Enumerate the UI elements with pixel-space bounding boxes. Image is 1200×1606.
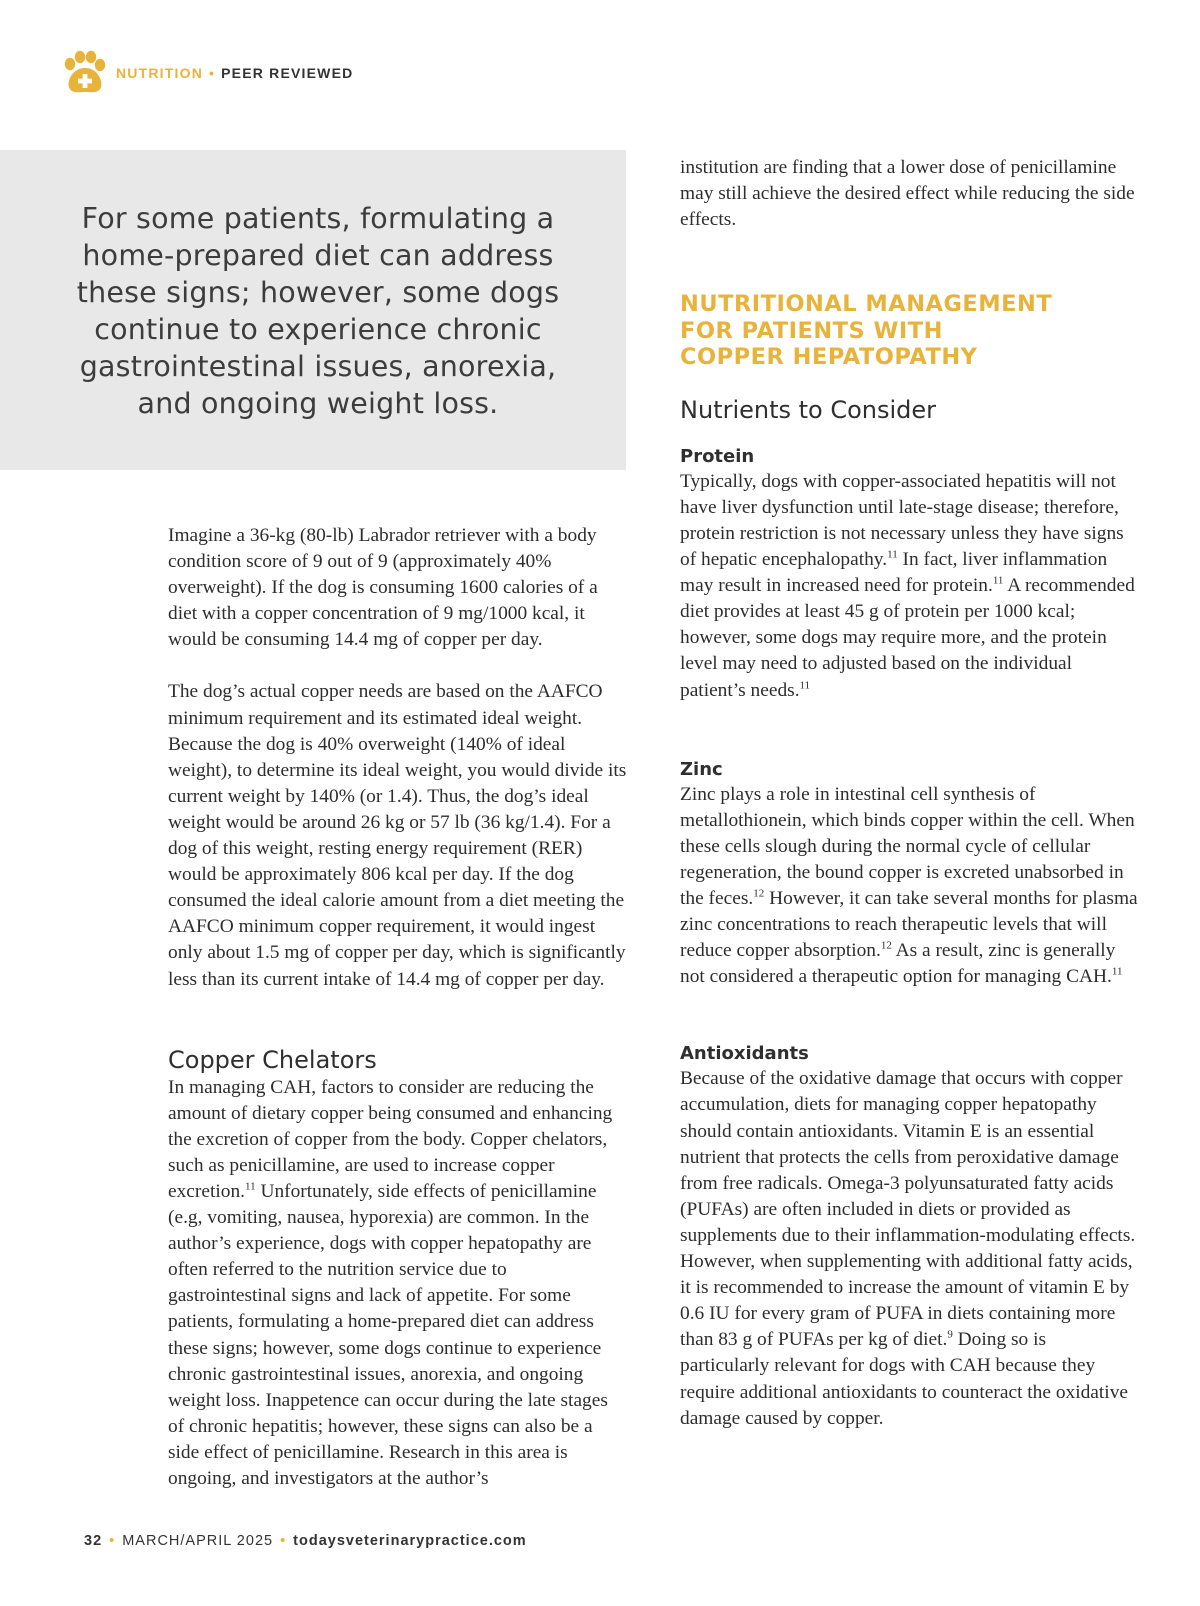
page-header xyxy=(60,50,353,96)
paragraph-copper-needs: The dog’s actual copper needs are based on the AAFCO minimum requirement and its estimated ideal weight. Because the dog is 40% overweight (140% of ideal weight), to determine its ideal weight, you would divide its current weight by 140% (or 1.4). Thus, the dog’s ideal weight would be around 26 kg or 57 lb (36 kg/1.4). For a dog of this weight, resting energy requirement (RER) would be approximately 806 kcal per day. If the dog consumed the ideal calorie amount from a diet meeting the AAFCO minimum copper requirement, it would ingest only about 1.5 mg of copper per day, which is significantly less than its current intake of 14.4 mg of copper per day. xyxy=(168,681,627,990)
left-column xyxy=(168,523,628,1492)
zinc-text-a: Zinc plays a role in intestinal cell synthesis of metallothionein, which binds copper within the cell. When these cells slough during the normal cycle of cellular regeneration, the bound copper is excreted unabsorbed in the feces. xyxy=(680,783,1135,909)
reference-marker: 11 xyxy=(799,679,811,692)
page-number: 32 xyxy=(84,1533,103,1549)
reference-marker: 11 xyxy=(245,1180,256,1193)
right-column xyxy=(680,155,1140,1432)
antiox-text-a: Because of the oxidative damage that occurs with copper accumulation, diets for managing copper hepatopathy should contain antioxidants. Vitamin E is an essential nutrient that protects the cells from peroxidative damage from free radicals. Omega-3 polyunsaturated fatty acids (PUFAs) are often included in diets or provided as supplements due to their inflammation-modulating effects. However, when supplementing with additional fatty acids, it is recommended to increase the amount of vitamin E by 0.6 IU for every gram of PUFA in diets containing more than 83 g of PUFAs per kg of diet. xyxy=(680,1068,1136,1351)
peer-reviewed-label: PEER REVIEWED xyxy=(221,65,354,81)
section-kicker xyxy=(116,65,353,81)
section-heading-line3: COPPER HEPATOPATHY xyxy=(680,344,978,371)
paw-plus-icon xyxy=(60,50,108,96)
footer-separator: • xyxy=(280,1533,287,1549)
protein-text-b: In fact, liver inflammation may result in increased need for protein. xyxy=(680,549,1108,597)
issue-date: MARCH/APRIL 2025 xyxy=(122,1533,274,1549)
protein-text-c: A recommended diet provides at least 45 g of protein per 1000 kcal; however, some dogs may require more, and the protein level may need to adjusted based on the individual patient’s needs. xyxy=(680,575,1135,701)
heading-zinc: Zinc xyxy=(680,758,723,780)
antiox-text-b: Doing so is particularly relevant for dogs with CAH because they require additional antioxidants to counteract the oxidative damage caused by copper. xyxy=(680,1329,1128,1429)
heading-copper-chelators: Copper Chelators xyxy=(168,1045,377,1074)
page-footer xyxy=(84,1533,527,1549)
pull-quote xyxy=(0,150,626,470)
zinc-text-c: As a result, zinc is generally not considered a therapeutic option for managing CAH. xyxy=(680,940,1116,988)
reference-marker: 11 xyxy=(1111,965,1123,978)
section-heading-line1: NUTRITIONAL MANAGEMENT xyxy=(680,291,1053,318)
paragraph-antioxidants xyxy=(680,1066,1140,1431)
kicker-separator: • xyxy=(209,65,216,81)
footer-separator: • xyxy=(109,1533,116,1549)
reference-marker: 12 xyxy=(880,939,892,952)
section-name: NUTRITION xyxy=(116,65,204,81)
protein-text-a: Typically, dogs with copper-associated hepatitis will not have liver dysfunction until late-stage disease; therefore, protein restriction is not necessary unless they have signs of hepatic encephalopathy. xyxy=(680,470,1124,571)
section-heading-line2: FOR PATIENTS WITH xyxy=(680,317,943,344)
website-url: todaysveterinarypractice.com xyxy=(293,1533,527,1549)
paragraph-continuation: institution are finding that a lower dose of penicillamine may still achieve the desired effect while reducing the side effects. xyxy=(680,157,1135,231)
paragraph-copper-chelators xyxy=(168,1075,628,1493)
pull-quote-text: For some patients, formulating a home-prepared diet can address these signs; however, some dogs continue to experience chronic gastrointestinal issues, anorexia, and ongoing weight loss. xyxy=(76,202,560,420)
paragraph-example-dog: Imagine a 36-kg (80-lb) Labrador retriever with a body condition score of 9 out of 9 (approximately 40% overweight). If the dog is consuming 1600 calories of a diet with a copper concentration of 9 mg/1000 kcal, it would be consuming 14.4 mg of copper per day. xyxy=(168,525,598,651)
paragraph-zinc xyxy=(680,782,1140,991)
reference-marker: 12 xyxy=(753,887,765,900)
heading-antioxidants: Antioxidants xyxy=(680,1043,809,1065)
reference-marker: 11 xyxy=(992,574,1004,587)
chelators-text-a: In managing CAH, factors to consider are reducing the amount of dietary copper being consumed and enhancing the excretion of copper from the body. Copper chelators, such as penicillamine, are used to increase copper excretion. xyxy=(168,1076,613,1202)
heading-nutrients-to-consider: Nutrients to Consider xyxy=(680,395,937,424)
chelators-text-b: Unfortunately, side effects of penicillamine (e.g, vomiting, nausea, hyporexia) are common. In the author’s experience, dogs with copper hepatopathy are often referred to the nutrition service due to gastrointestinal signs and lack of appetite. For some patients, formulating a home-prepared diet can address these signs; however, some dogs continue to experience chronic gastrointestinal issues, anorexia, and ongoing weight loss. Inappetence can occur during the late stages of chronic hepatitis; however, these signs can also be a side effect of penicillamine. Research in this area is ongoing, and investigators at the author’s xyxy=(168,1180,608,1489)
reference-marker: 9 xyxy=(947,1328,953,1341)
section-heading-nutritional-management xyxy=(680,291,1140,371)
heading-protein: Protein xyxy=(680,445,755,467)
reference-marker: 11 xyxy=(887,548,898,561)
zinc-text-b: However, it can take several months for plasma zinc concentrations to reach therapeutic levels that will reduce copper absorption. xyxy=(680,888,1138,962)
paragraph-protein xyxy=(680,469,1140,704)
